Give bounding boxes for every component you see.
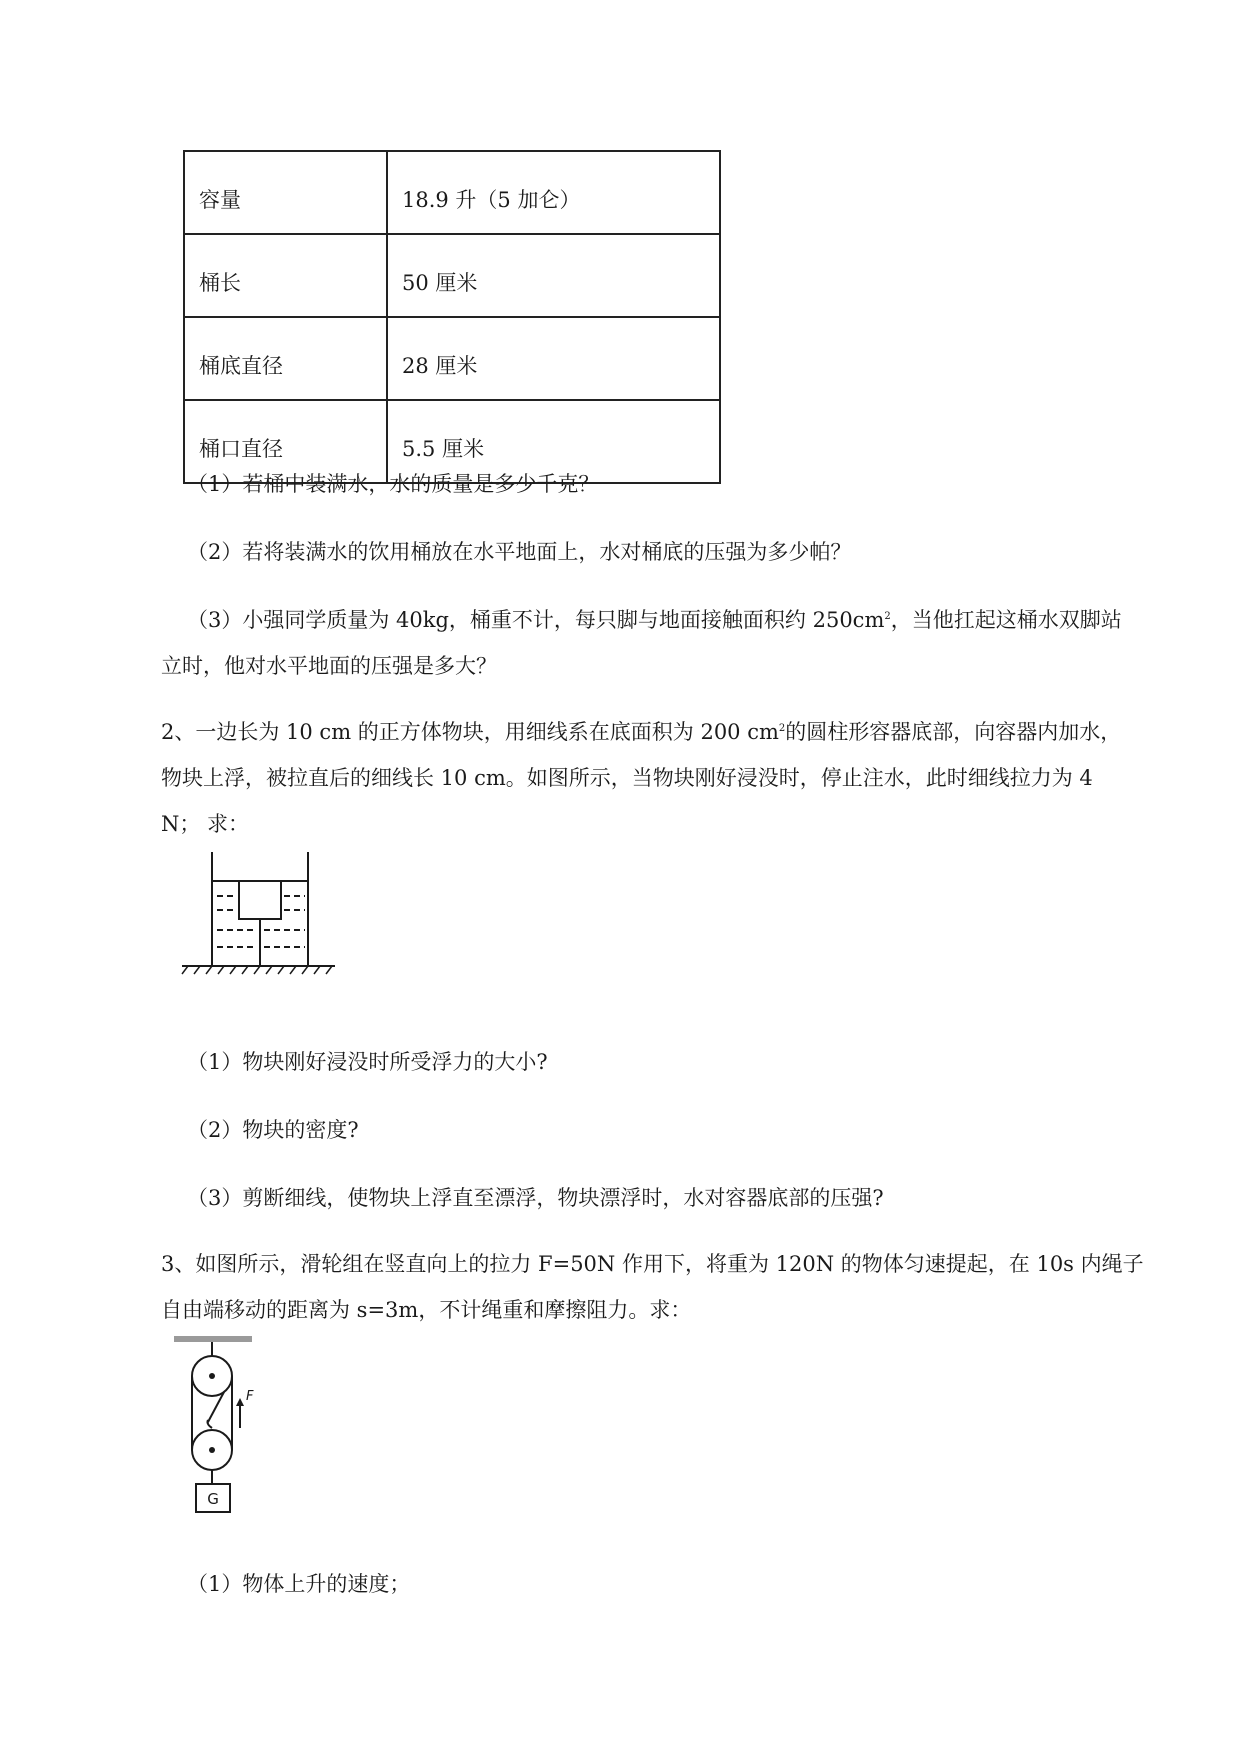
problem1-question3-text-b: ，当他扛起这桶水双脚站 [890, 608, 1122, 632]
problem2-line3: N； 求： [161, 812, 250, 836]
table-cell-label: 桶底直径 [184, 317, 387, 400]
table-cell-value: 5.5 厘米 [387, 400, 720, 483]
spec-table [183, 150, 721, 484]
ground-hatch [182, 966, 332, 974]
superscript: 2 [884, 611, 891, 622]
table-cell-value: 50 厘米 [387, 234, 720, 317]
problem1-question3-line2: 立时，他对水平地面的压强是多大？ [161, 654, 497, 678]
problem2-question2: （2）物块的密度? [187, 1118, 359, 1142]
table-cell-label: 桶长 [184, 234, 387, 317]
weight-label: G [207, 1490, 219, 1508]
problem2-line1-text-a: 2、一边长为 10 cm 的正方体物块，用细线系在底面积为 200 cm [161, 720, 779, 744]
force-label: F [246, 1389, 254, 1404]
problem1-question3 [187, 604, 1122, 634]
table-row [184, 151, 720, 234]
rope-hook [208, 1420, 213, 1428]
table-row [184, 317, 720, 400]
cube-block [239, 881, 281, 919]
container-figure [180, 850, 340, 985]
table-cell-label: 桶口直径 [184, 400, 387, 483]
problem1-question3-text-a: （3）小强同学质量为 40kg，桶重不计，每只脚与地面接触面积约 250cm [187, 608, 885, 632]
table-cell-value: 28 厘米 [387, 317, 720, 400]
ceiling-bar [174, 1336, 252, 1342]
force-arrow-head [236, 1398, 244, 1406]
problem2-line2: 物块上浮，被拉直后的细线长 10 cm。如图所示，当物块刚好浸没时，停止注水，此时细线拉力为 4 [161, 766, 1093, 790]
problem3-line1: 3、如图所示，滑轮组在竖直向上的拉力 F=50N 作用下，将重为 120N 的物体匀速提起，在 10s 内绳子 [161, 1252, 1144, 1276]
superscript: 2 [778, 723, 786, 734]
problem2-line1-text-b: 的圆柱形容器底部，向容器内加水， [785, 720, 1122, 744]
problem2-question3: （3）剪断细线，使物块上浮直至漂浮，物块漂浮时，水对容器底部的压强? [187, 1186, 884, 1210]
problem3-line2: 自由端移动的距离为 s=3m，不计绳重和摩擦阻力。求： [161, 1298, 692, 1322]
pulley-figure [168, 1336, 264, 1516]
table-cell-value: 18.9 升（5 加仑） [387, 151, 720, 234]
problem1-question1: （1）若桶中装满水，水的质量是多少千克？ [187, 472, 600, 496]
table-cell-label: 容量 [184, 151, 387, 234]
problem2-question1: （1）物块刚好浸没时所受浮力的大小? [187, 1050, 548, 1074]
problem1-question2: （2）若将装满水的饮用桶放在水平地面上，水对桶底的压强为多少帕？ [187, 540, 852, 564]
problem2-line1 [161, 716, 1121, 746]
table-row [184, 234, 720, 317]
problem3-question1: （1）物体上升的速度； [187, 1572, 411, 1596]
